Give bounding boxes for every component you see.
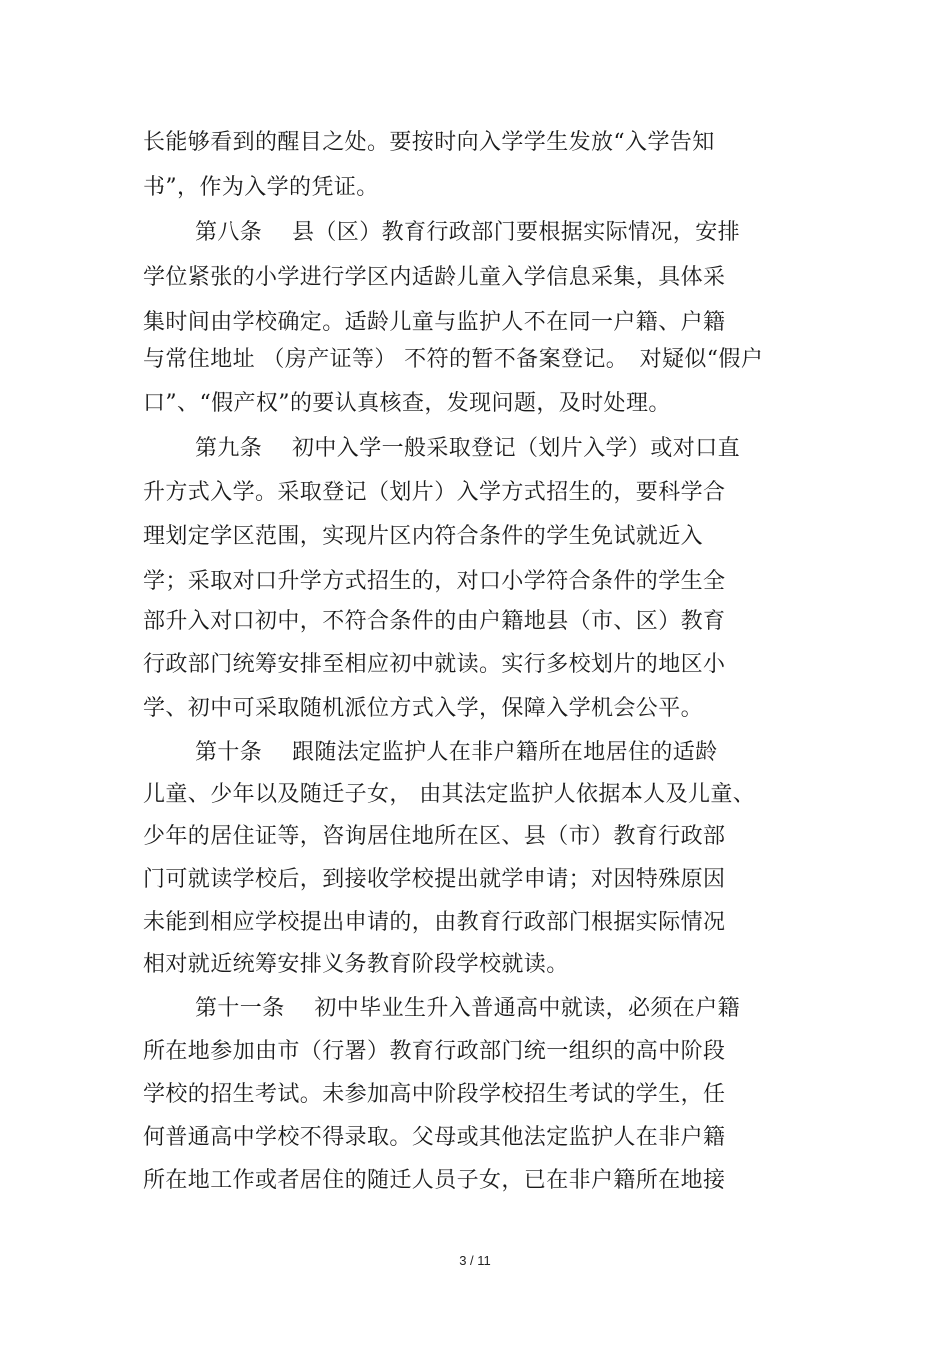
text-line: 部升入对口初中，不符合条件的由户籍地县（市、区）教育 — [143, 609, 726, 634]
text-line: 门可就读学校后，到接收学校提出就学申请；对因特殊原因 — [143, 867, 726, 892]
text-line: 口”、“假产权”的要认真核查，发现问题，及时处理。 — [143, 391, 671, 416]
article-8-heading-line: 第八条 县（区）教育行政部门要根据实际情况，安排 — [195, 220, 740, 245]
text-line: 学；采取对口升学方式招生的，对口小学符合条件的学生全 — [143, 569, 726, 594]
text-line: 集时间由学校确定。适龄儿童与监护人不在同一户籍、户籍 — [143, 310, 726, 335]
article-11-heading-line: 第十一条 初中毕业生升入普通高中就读，必须在户籍 — [195, 996, 740, 1021]
text-line: 学、初中可采取随机派位方式入学，保障入学机会公平。 — [143, 696, 704, 721]
text-line: 何普通高中学校不得录取。父母或其他法定监护人在非户籍 — [143, 1125, 726, 1150]
text-line: 学校的招生考试。未参加高中阶段学校招生考试的学生，任 — [143, 1082, 726, 1107]
text-line: 少年的居住证等，咨询居住地所在区、县（市）教育行政部 — [143, 824, 726, 849]
text-line: 长能够看到的醒目之处。要按时向入学学生发放“入学告知 — [143, 130, 715, 155]
article-10-heading-line: 第十条 跟随法定监护人在非户籍所在地居住的适龄 — [195, 740, 718, 765]
text-line: 相对就近统筹安排义务教育阶段学校就读。 — [143, 952, 569, 977]
text-line: 与常住地址 （房产证等） 不符的暂不备案登记。 对疑似“假户 — [143, 347, 764, 372]
text-line: 所在地参加由市（行署）教育行政部门统一组织的高中阶段 — [143, 1039, 726, 1064]
text-line: 儿童、少年以及随迁子女， 由其法定监护人依据本人及儿童、 — [143, 782, 756, 807]
text-line: 行政部门统筹安排至相应初中就读。实行多校划片的地区小 — [143, 652, 726, 677]
article-9-heading-line: 第九条 初中入学一般采取登记（划片入学）或对口直 — [195, 436, 740, 461]
text-line: 理划定学区范围，实现片区内符合条件的学生免试就近入 — [143, 524, 704, 549]
text-line: 学位紧张的小学进行学区内适龄儿童入学信息采集，具体采 — [143, 265, 726, 290]
text-line: 升方式入学。采取登记（划片）入学方式招生的，要科学合 — [143, 480, 726, 505]
text-line: 所在地工作或者居住的随迁人员子女，已在非户籍所在地接 — [143, 1168, 726, 1193]
text-line: 书”，作为入学的凭证。 — [143, 175, 379, 200]
page-number: 3 / 11 — [459, 1253, 491, 1268]
text-line: 未能到相应学校提出申请的，由教育行政部门根据实际情况 — [143, 910, 726, 935]
